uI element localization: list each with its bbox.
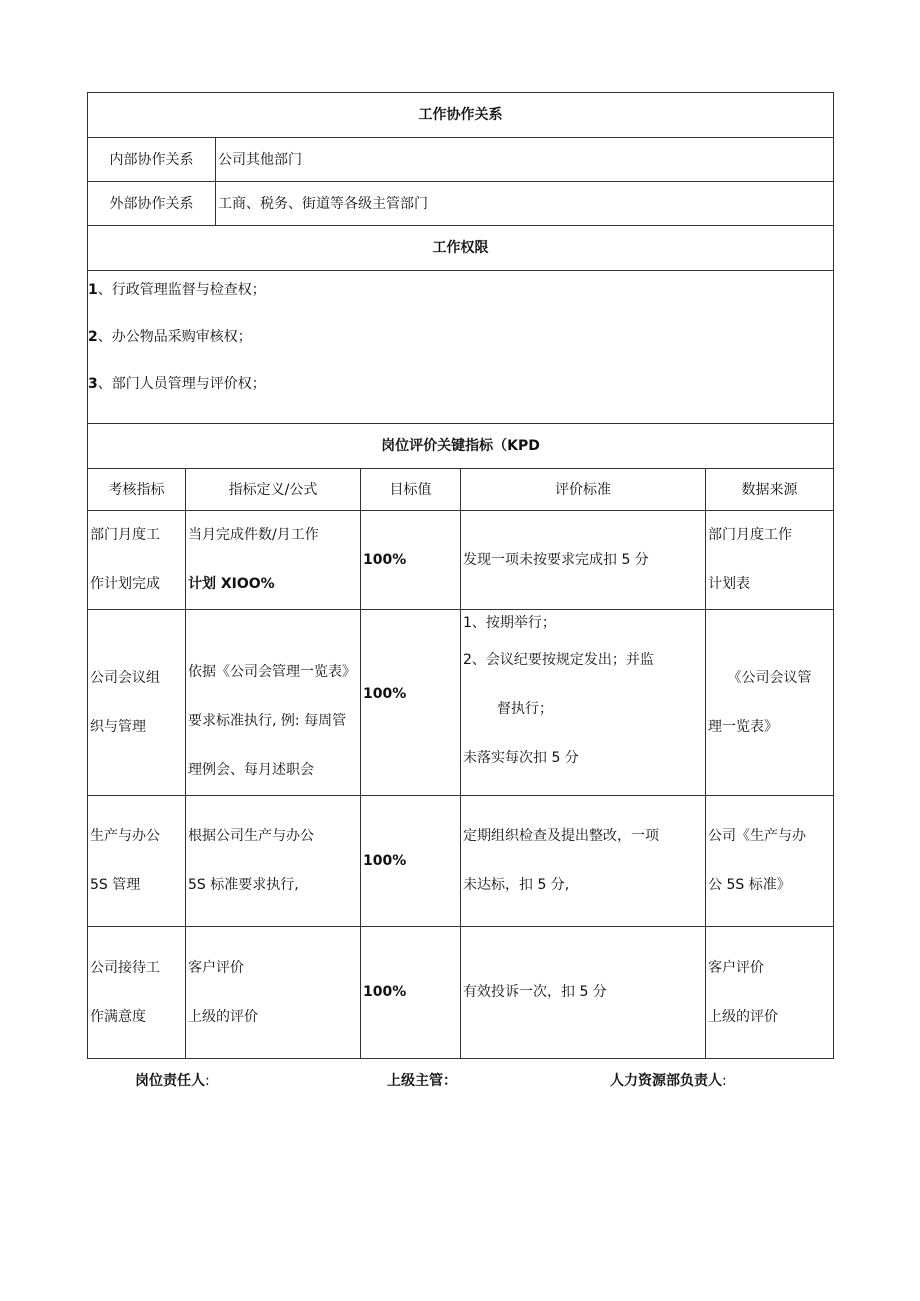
- kpi-indicator-cell: [88, 610, 186, 796]
- kpi-row: [88, 511, 834, 610]
- kpi-standard-line: [463, 610, 703, 636]
- kpi-definition-cell: [186, 927, 361, 1059]
- kpi-target-cell: 100%: [361, 927, 461, 1059]
- kpi-row: [88, 927, 834, 1059]
- kpi-standard-line: 未落实每次扣 5 分: [463, 750, 579, 766]
- kpi-standard-line: 督执行；: [497, 701, 553, 717]
- kpi-indicator-line: 部门月度工: [90, 527, 160, 543]
- position-owner-signature: [135, 1070, 210, 1090]
- kpi-definition-line: 要求标准执行, 例: 每周管: [188, 713, 347, 729]
- kpi-source-line: 计划表: [708, 576, 750, 592]
- signature-line: [0, 1070, 920, 1094]
- collaboration-title: 工作协作关系: [88, 93, 834, 138]
- kpi-definition-cell: [186, 511, 361, 610]
- kpi-definition-line: 5S 标准要求执行,: [188, 877, 299, 893]
- position-owner-colon: :: [205, 1073, 210, 1089]
- authority-item-text: 、行政管理监督与检查权；: [97, 282, 266, 298]
- authority-item: [88, 365, 833, 412]
- supervisor-signature: 上级主管：: [387, 1073, 457, 1089]
- position-owner-label: 岗位责任人: [135, 1073, 205, 1089]
- kpi-standard-cell: [461, 927, 706, 1059]
- kpi-definition-line: 根据公司生产与办公: [188, 828, 314, 844]
- kpi-target-cell: 100%: [361, 796, 461, 927]
- kpi-header-target: 目标值: [361, 469, 461, 511]
- internal-collaboration-label: 内部协作关系: [88, 138, 216, 182]
- kpi-definition-line: 当月完成件数/月工作: [188, 527, 319, 543]
- kpi-standard-cell: [461, 796, 706, 927]
- kpi-source-line: 客户评价: [708, 959, 764, 976]
- kpi-title: 岗位评价关键指标（KPD: [88, 424, 834, 469]
- authority-item-text: 、办公物品采购审核权；: [97, 329, 252, 345]
- kpi-definition-cell: [186, 796, 361, 927]
- kpi-target-cell: 100%: [361, 610, 461, 796]
- kpi-standard-cell: [461, 511, 706, 610]
- authority-list: [88, 271, 834, 424]
- kpi-standard-line: 定期组织检查及提出整改，一项: [463, 828, 659, 844]
- kpi-indicator-line: 公司接待工: [90, 959, 160, 976]
- internal-collaboration-value: 公司其他部门: [216, 138, 834, 182]
- external-collaboration-label: 外部协作关系: [88, 182, 216, 226]
- kpi-source-line: 上级的评价: [708, 1008, 778, 1025]
- kpi-standard-line: 未达标，扣 5 分,: [463, 877, 570, 893]
- kpi-definition-line: 依据《公司会管理一览表》: [188, 664, 356, 680]
- kpi-indicator-line: 生产与办公: [90, 828, 160, 844]
- authority-item-number: 2: [88, 329, 98, 345]
- kpi-row: [88, 610, 834, 796]
- external-collaboration-value: 工商、税务、街道等各级主管部门: [216, 182, 834, 226]
- kpi-indicator-line: 作满意度: [90, 1008, 146, 1025]
- kpi-standard-text: 1、按期举行；: [463, 615, 556, 631]
- kpi-standard-line: 2、会议纪要按规定发出；并监: [463, 652, 654, 668]
- kpi-standard-line: 有效投诉一次，扣 5 分: [463, 984, 607, 1000]
- kpi-source-cell: [706, 610, 834, 796]
- kpi-indicator-line: 5S 管理: [90, 877, 141, 893]
- kpi-source-cell: [706, 796, 834, 927]
- kpi-header-definition: 指标定义/公式: [186, 469, 361, 511]
- kpi-indicator-cell: [88, 511, 186, 610]
- kpi-source-line: 公司《生产与办: [708, 828, 806, 844]
- kpi-standard-line: 发现一项未按要求完成扣 5 分: [463, 551, 649, 568]
- authority-item-text: 、部门人员管理与评价权；: [97, 376, 266, 392]
- kpi-indicator-cell: [88, 927, 186, 1059]
- kpi-source-cell: [706, 511, 834, 610]
- kpi-source-line: 公 5S 标准》: [708, 877, 791, 893]
- collaboration-table: [87, 92, 834, 424]
- kpi-source-line: 《公司会议管: [727, 669, 812, 686]
- kpi-source-cell: [706, 927, 834, 1059]
- kpi-definition-line: 理例会、每月述职会: [188, 762, 314, 778]
- hr-head-signature: [610, 1070, 727, 1090]
- kpi-indicator-line: 织与管理: [90, 718, 146, 735]
- kpi-indicator-line: 公司会议组: [90, 669, 160, 686]
- job-description-sheet: [87, 92, 833, 1059]
- kpi-header-indicator: 考核指标: [88, 469, 186, 511]
- kpi-row: [88, 796, 834, 927]
- authority-item-number: 1: [88, 282, 98, 298]
- kpi-target-cell: 100%: [361, 511, 461, 610]
- kpi-header-source: 数据来源: [706, 469, 834, 511]
- hr-head-label: 人力资源部负责人: [610, 1073, 722, 1089]
- hr-head-colon: :: [722, 1073, 727, 1089]
- authority-item-number: 3: [88, 376, 98, 392]
- kpi-table: [87, 423, 834, 1059]
- kpi-definition-line: 上级的评价: [188, 1008, 258, 1025]
- kpi-source-line: 部门月度工作: [708, 527, 792, 543]
- kpi-header-standard: 评价标准: [461, 469, 706, 511]
- kpi-standard-cell: [461, 610, 706, 796]
- kpi-definition-line: 客户评价: [188, 959, 244, 976]
- authority-item: [88, 318, 833, 365]
- kpi-source-line: 理一览表》: [708, 718, 778, 735]
- kpi-definition-line: 计划 XIOO%: [188, 576, 275, 592]
- authority-item: [88, 271, 833, 318]
- kpi-definition-cell: [186, 610, 361, 796]
- kpi-indicator-cell: [88, 796, 186, 927]
- authority-title: 工作权限: [88, 226, 834, 271]
- kpi-indicator-line: 作计划完成: [90, 576, 160, 592]
